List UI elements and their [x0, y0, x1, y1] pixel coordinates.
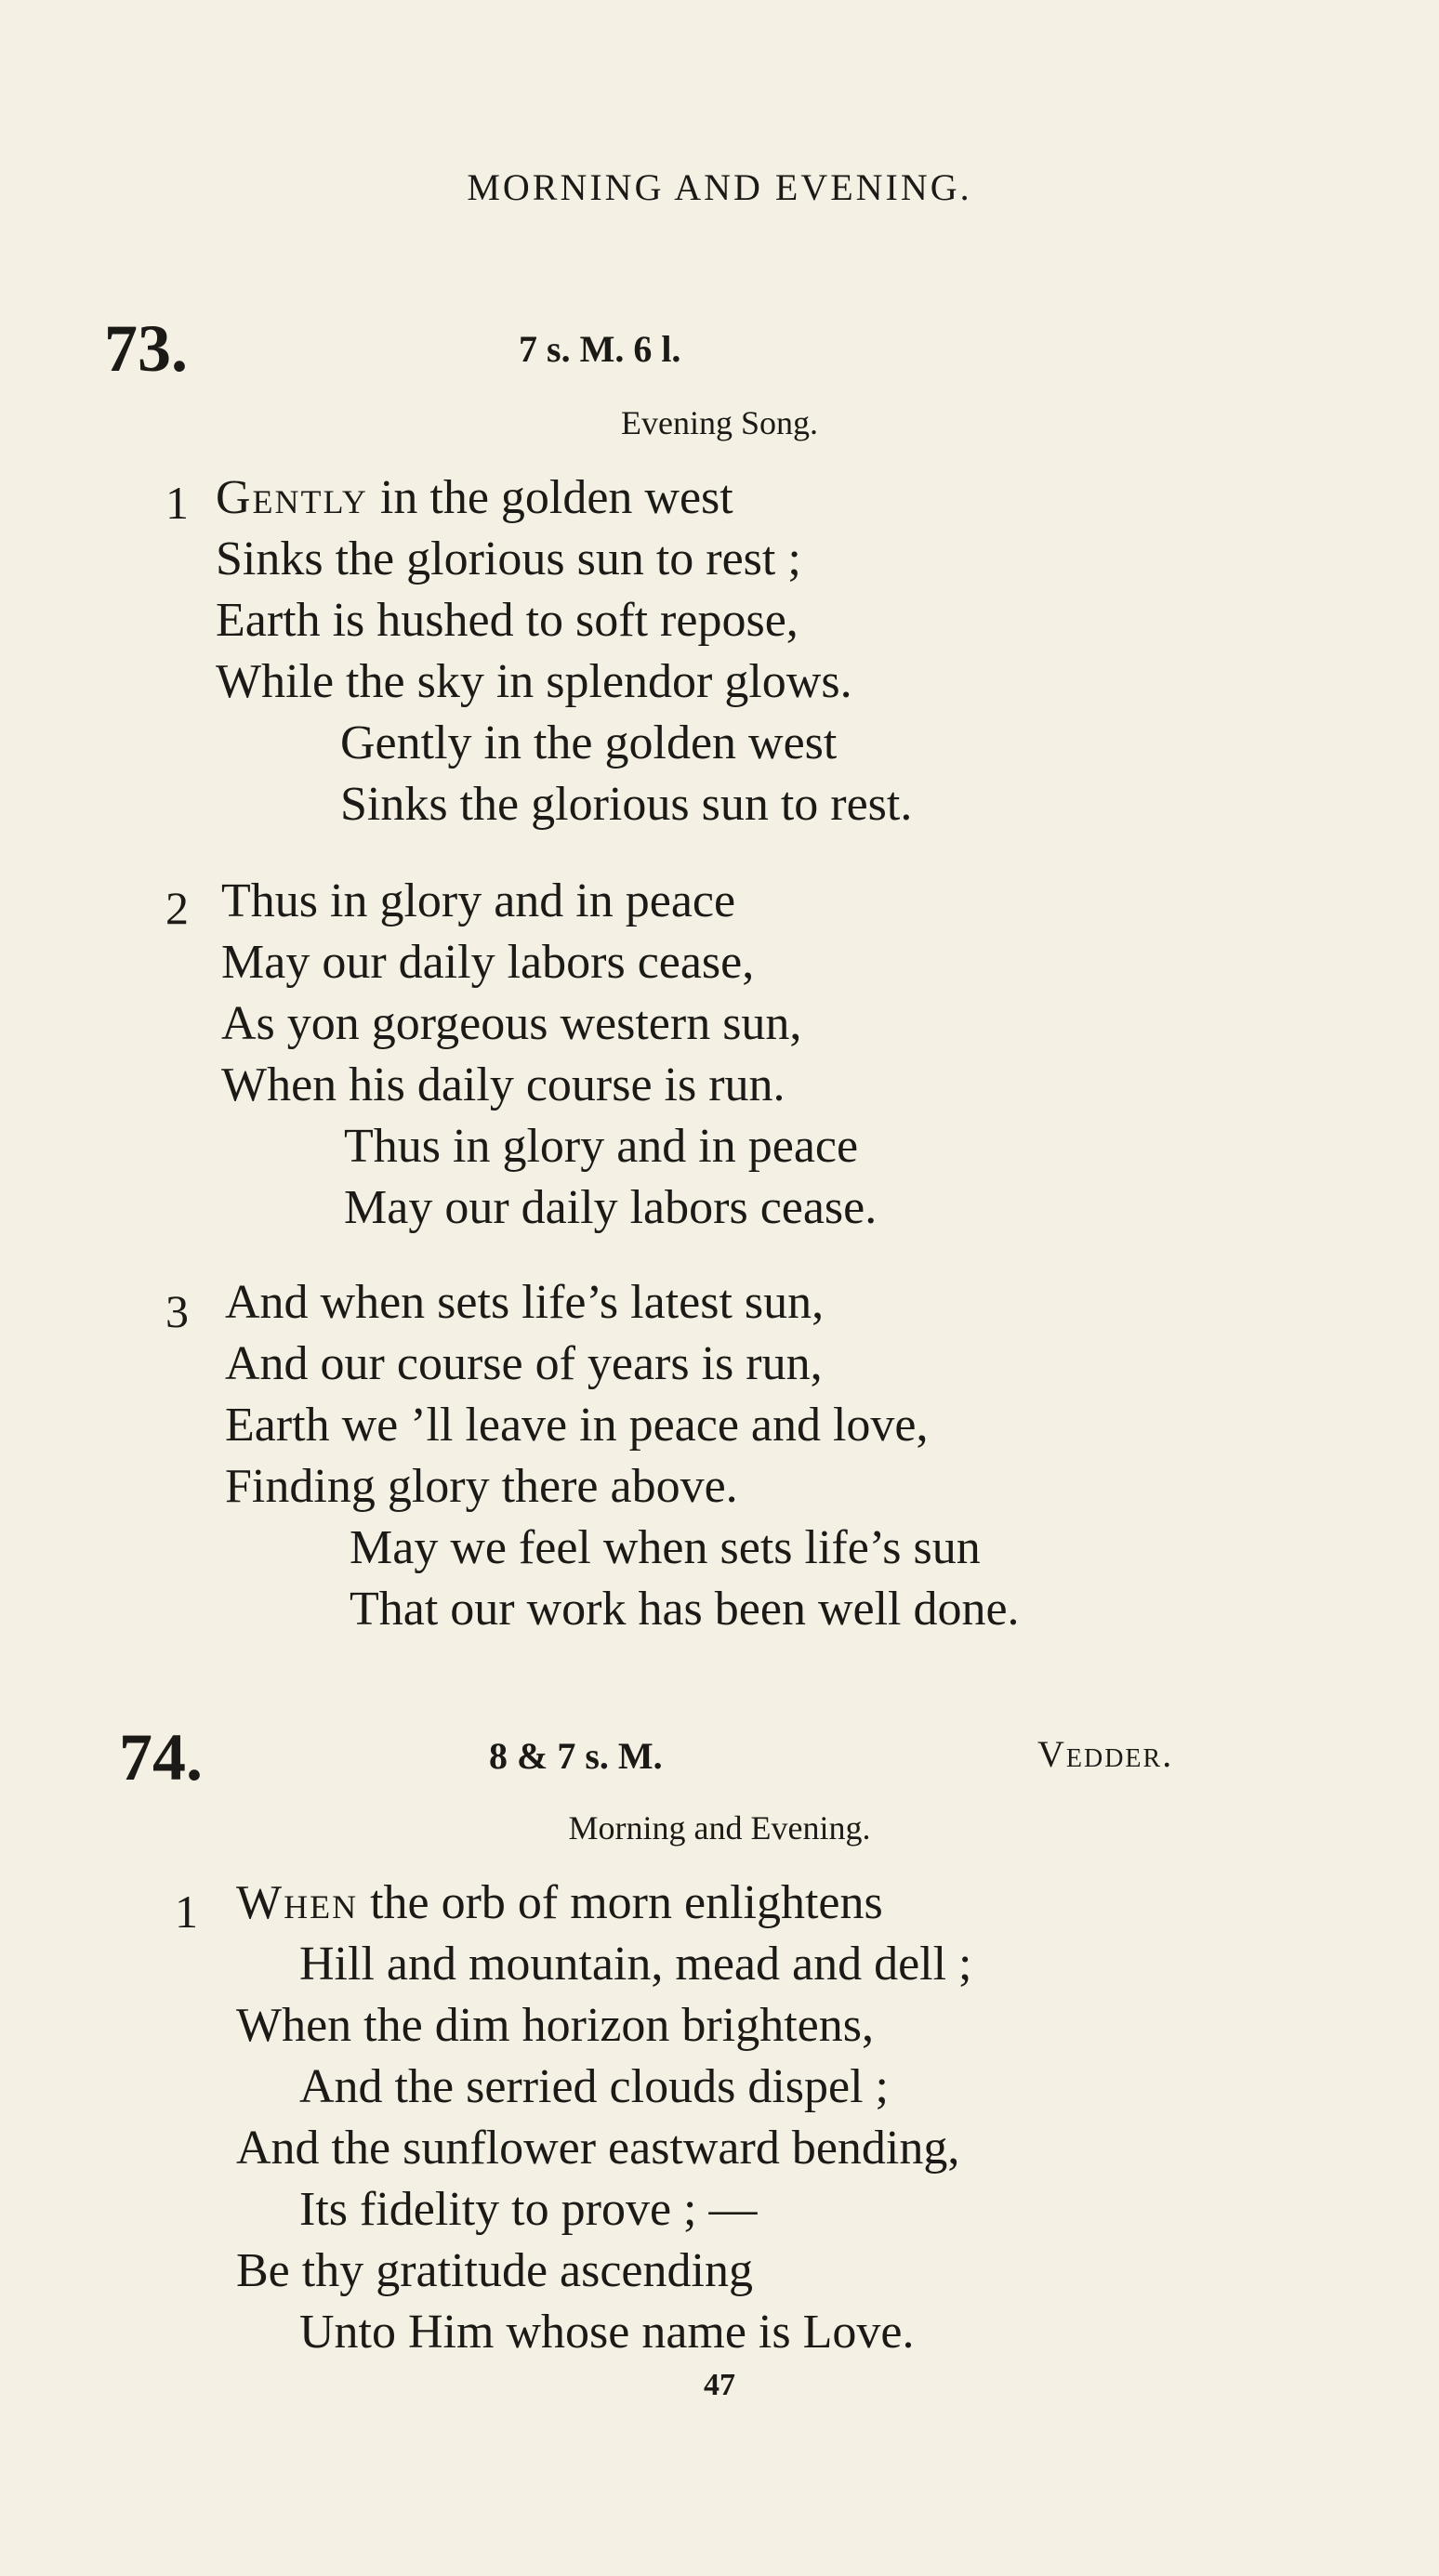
- lead-word: When: [236, 1876, 359, 1929]
- refrain-line: That our work has been well done.: [350, 1583, 1020, 1636]
- refrain-line: Gently in the golden west: [340, 716, 838, 769]
- verse-line: Sinks the glorious sun to rest ;: [216, 532, 801, 585]
- verse-line: [216, 470, 733, 525]
- verse-line: And the serried clouds dispel ;: [299, 2060, 889, 2113]
- refrain-line: May we feel when sets life’s sun: [350, 1521, 981, 1574]
- stanza-number: 1: [165, 477, 189, 529]
- stanza-number: 2: [165, 882, 189, 934]
- verse-line: [236, 1875, 883, 1930]
- verse-line: Unto Him whose name is Love.: [299, 2306, 915, 2359]
- verse-line: Be thy gratitude ascending: [236, 2244, 753, 2297]
- verse-line: May our daily labors cease,: [221, 936, 755, 989]
- page-number: 47: [704, 2368, 735, 2402]
- verse-line: Thus in glory and in peace: [221, 874, 736, 927]
- lead-word: Gently: [216, 471, 368, 524]
- verse-line: And the sunflower eastward bending,: [236, 2122, 960, 2175]
- verse-line: Its fidelity to prove ; —: [299, 2183, 758, 2236]
- verse-line: Hill and mountain, mead and dell ;: [299, 1938, 972, 1991]
- verse-line: When his daily course is run.: [221, 1058, 786, 1111]
- verse-line: When the dim horizon brightens,: [236, 1999, 874, 2052]
- verse-line: Earth is hushed to soft repose,: [216, 594, 799, 647]
- refrain-line: Thus in glory and in peace: [344, 1120, 859, 1173]
- refrain-line: May our daily labors cease.: [344, 1181, 878, 1234]
- composer-name: Vedder.: [1037, 1733, 1174, 1775]
- verse-line: And our course of years is run,: [225, 1337, 823, 1390]
- verse-line: As yon gorgeous western sun,: [221, 997, 802, 1050]
- stanza-number: 3: [165, 1285, 189, 1337]
- hymn-number: 74.: [119, 1720, 203, 1794]
- hymn-number: 73.: [104, 311, 188, 386]
- line-rest: the orb of morn enlightens: [358, 1876, 883, 1929]
- verse-line: Finding glory there above.: [225, 1460, 738, 1513]
- hymn-title: Morning and Evening.: [568, 1809, 871, 1847]
- hymn-meter: 8 & 7 s. M.: [489, 1735, 663, 1777]
- running-head: MORNING AND EVENING.: [467, 166, 972, 208]
- verse-line: While the sky in splendor glows.: [216, 655, 852, 708]
- verse-line: Earth we ’ll leave in peace and love,: [225, 1399, 929, 1452]
- stanza-number: 1: [175, 1886, 198, 1938]
- hymn-title: Evening Song.: [621, 404, 818, 441]
- verse-line: And when sets life’s latest sun,: [225, 1276, 825, 1329]
- refrain-line: Sinks the glorious sun to rest.: [340, 778, 913, 831]
- hymn-meter: 7 s. M. 6 l.: [519, 328, 681, 370]
- line-rest: in the golden west: [367, 471, 733, 524]
